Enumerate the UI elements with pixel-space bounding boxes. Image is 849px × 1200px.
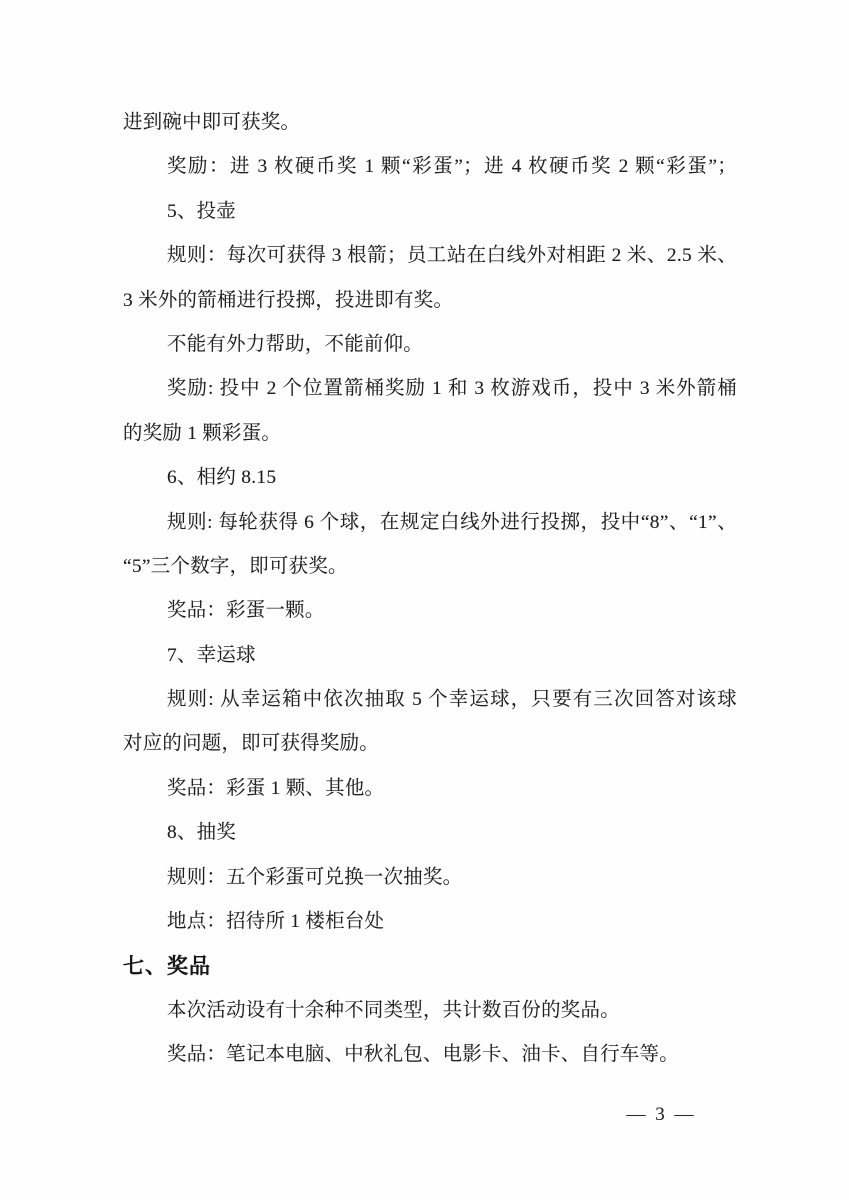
game-title-5-touhu: 5、投壶	[167, 200, 237, 222]
rule-line-game6: 规则: 每轮获得 6 个球，在规定白线外进行投掷，投中“8”、“1”、	[167, 511, 737, 533]
rule-line-game8: 规则：五个彩蛋可兑换一次抽奖。	[167, 866, 463, 888]
rule-continuation-game5: 3 米外的箭桶进行投掷，投进即有奖。	[123, 289, 454, 311]
reward-line-game5: 奖励: 投中 2 个位置箭桶奖励 1 和 3 枚游戏币，投中 3 米外箭桶	[167, 378, 737, 400]
game-title-8-lottery: 8、抽奖	[167, 822, 237, 844]
rule-line-game7: 规则: 从幸运箱中依次抽取 5 个幸运球，只要有三次回答对该球	[167, 689, 737, 711]
page-number: — 3 —	[626, 1104, 694, 1125]
prize-line-game7: 奖品：彩蛋 1 颗、其他。	[167, 777, 385, 799]
game-title-6-xiangyue-815: 6、相约 8.15	[167, 467, 277, 489]
prizes-intro-line: 本次活动设有十余种不同类型，共计数百份的奖品。	[167, 999, 620, 1021]
rule-line-game5: 规则：每次可获得 3 根箭；员工站在白线外对相距 2 米、2.5 米、	[167, 245, 737, 267]
section-heading-prizes: 七、奖品	[123, 954, 211, 979]
continuation-line-game4: 进到碗中即可获奖。	[123, 112, 301, 133]
game-title-7-lucky-ball: 7、幸运球	[167, 644, 256, 666]
rule-note-game5: 不能有外力帮助，不能前仰。	[167, 333, 423, 355]
location-line-game8: 地点：招待所 1 楼柜台处	[167, 911, 385, 933]
prize-line-game6: 奖品：彩蛋一颗。	[167, 600, 325, 622]
reward-continuation-game5: 的奖励 1 颗彩蛋。	[123, 422, 282, 444]
reward-line-game4: 奖励：进 3 枚硬币奖 1 颗“彩蛋”；进 4 枚硬币奖 2 颗“彩蛋”；	[167, 156, 737, 178]
prizes-list-line: 奖品：笔记本电脑、中秋礼包、电影卡、油卡、自行车等。	[167, 1044, 679, 1066]
rule-continuation-game6: “5”三个数字，即可获奖。	[123, 555, 348, 577]
rule-continuation-game7: 对应的问题，即可获得奖励。	[123, 733, 379, 755]
document-body	[123, 101, 737, 1078]
